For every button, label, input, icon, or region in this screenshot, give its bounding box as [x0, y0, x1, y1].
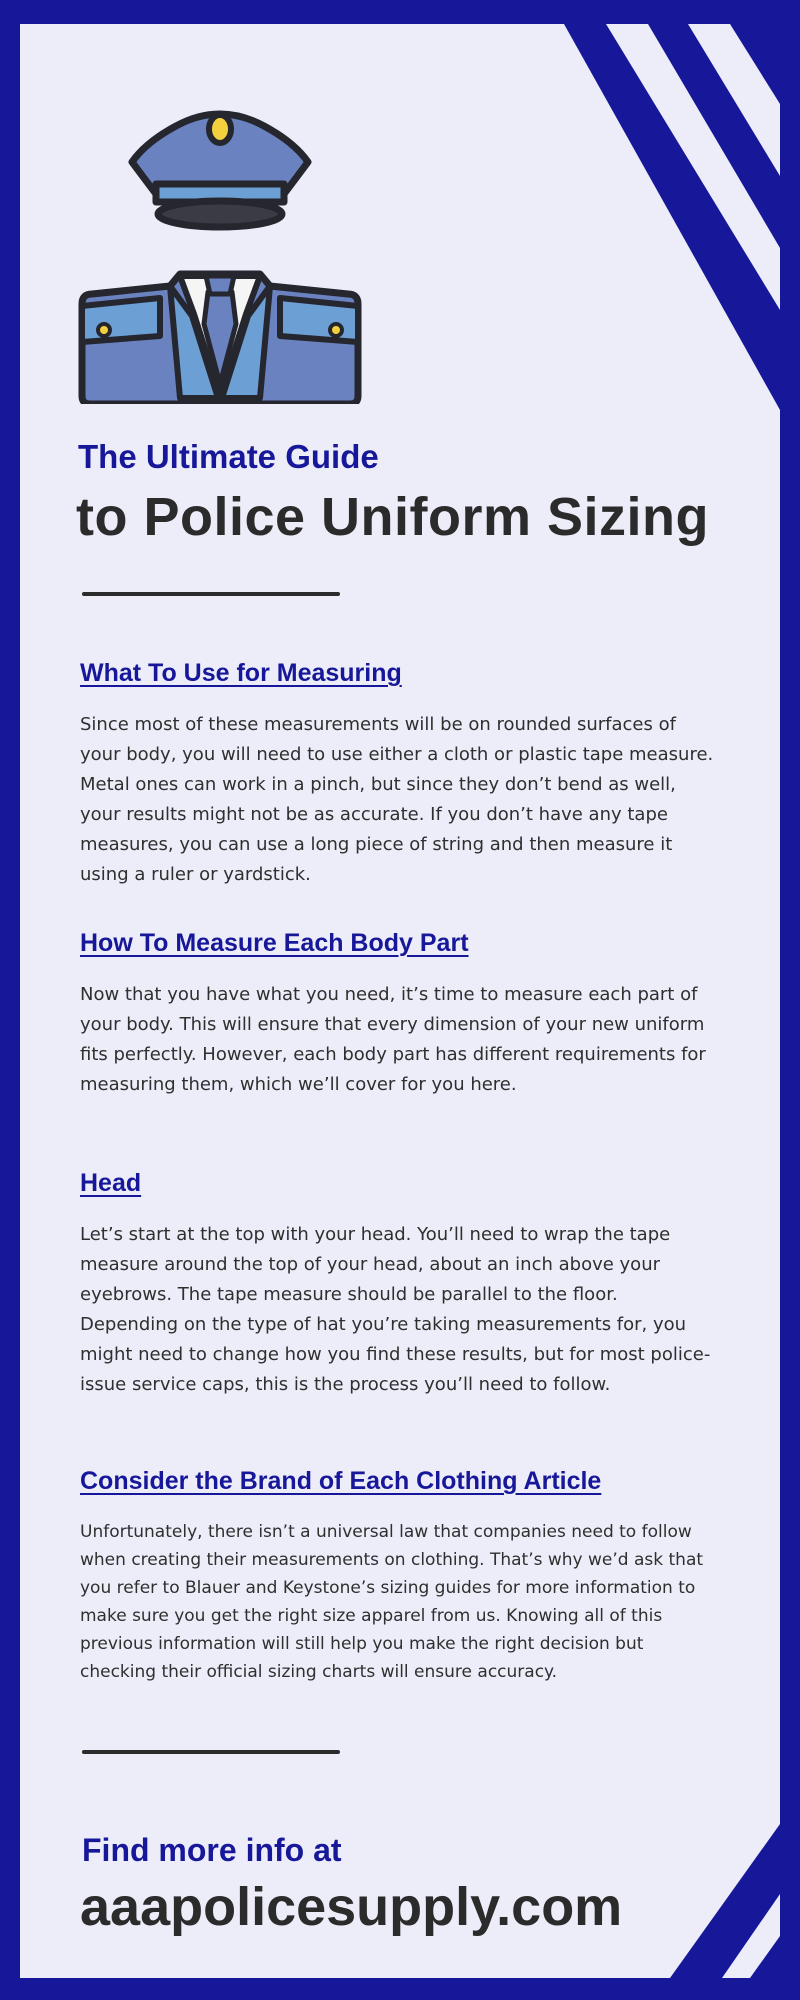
section-body: Let’s start at the top with your head. You’ll need to wrap the tape measure around the top of your head, about an inch above your eyebrows. The tape measure should be parallel to the floor. Depending on the type of hat you’re taking measurements for, you might need to change how you find these results, but for most police-issue service caps, this is the process you’ll need to follow.	[80, 1224, 711, 1395]
page-title: to Police Uniform Sizing	[76, 487, 710, 547]
website-url: aaapolicesupply.com	[80, 1877, 623, 1937]
top-right-stripe-3	[730, 24, 780, 104]
infographic-panel	[20, 24, 780, 1978]
top-right-stripe-1	[564, 24, 780, 410]
uniform-jacket-icon	[82, 274, 358, 404]
bottom-right-stripe-2	[750, 1936, 780, 1978]
bottom-right-stripe-1	[670, 1824, 780, 1978]
divider-bottom	[82, 1750, 340, 1754]
section-how-to-measure	[80, 929, 720, 1100]
cta-label: Find more info at	[82, 1832, 342, 1868]
police-cap-icon	[132, 114, 308, 227]
section-what-to-use	[80, 659, 720, 890]
section-consider-brand	[80, 1467, 720, 1686]
guide-subtitle: The Ultimate Guide	[78, 438, 379, 475]
section-head	[80, 1169, 720, 1400]
section-body: Since most of these measurements will be on rounded surfaces of your body, you will need to use either a cloth or plastic tape measure. Metal ones can work in a pinch, but since they don’t bend as well, your results might not be as accurate. If you don’t have any tape measures, you can use a long piece of string and then measure it using a ruler or yardstick.	[80, 714, 714, 885]
section-body: Unfortunately, there isn’t a universal law that companies need to follow when creating their measurements on clothing. That’s why we’d ask that you refer to Blauer and Keystone’s sizing guides for more information to make sure you get the right size apparel from us. Knowing all of this previous information will still help you make the right decision but checking their official sizing charts will ensure accuracy.	[80, 1522, 704, 1682]
section-heading: How To Measure Each Body Part	[80, 929, 469, 957]
divider-top	[82, 592, 340, 596]
section-heading: Head	[80, 1169, 142, 1197]
section-body: Now that you have what you need, it’s time to measure each part of your body. This will ensure that every dimension of your new uniform fits perfectly. However, each body part has different requirements for measuring them, which we’ll cover for you here.	[80, 984, 706, 1095]
police-illustration	[20, 24, 420, 404]
section-heading: Consider the Brand of Each Clothing Article	[80, 1467, 602, 1495]
section-heading: What To Use for Measuring	[80, 659, 402, 687]
